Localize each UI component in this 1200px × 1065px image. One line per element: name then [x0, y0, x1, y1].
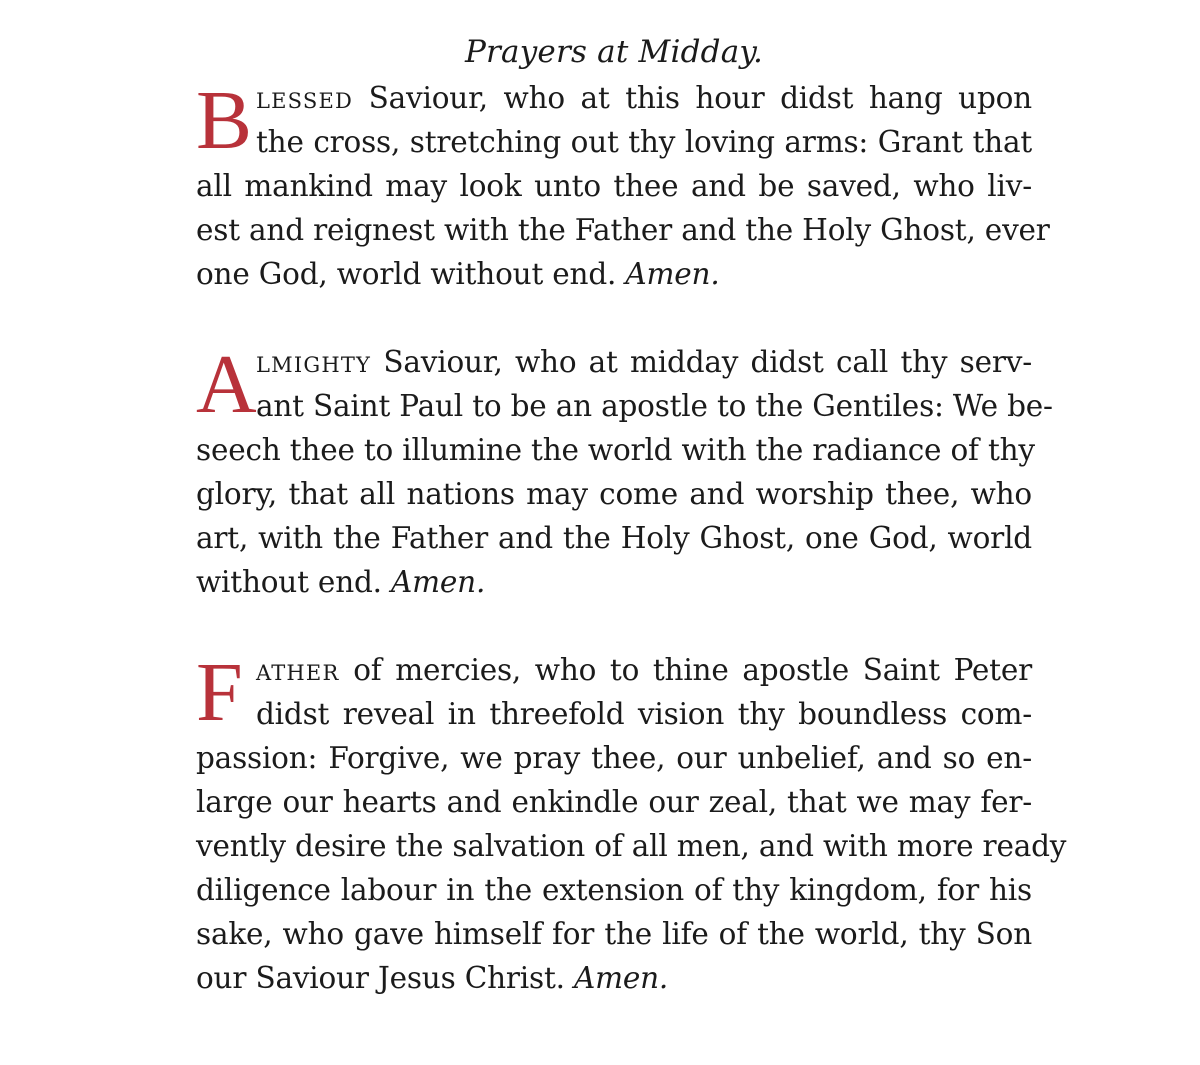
page: [196, 30, 1067, 1044]
drop-cap: F: [196, 646, 243, 739]
prayer-blessed-saviour: [196, 74, 1050, 296]
prayer-line: ant Saint Paul to be an apostle to the Gentiles: We be-: [256, 389, 1053, 423]
prayer-line: [196, 560, 1032, 604]
prayer-line: art, with the Father and the Holy Ghost, one God, world: [196, 521, 1032, 555]
lead-word: lessed: [256, 81, 354, 115]
prayer-line: all mankind may look unto thee and be saved, who liv-: [196, 169, 1032, 203]
prayer-line: passion: Forgive, we pray thee, our unbelief, and so en-: [196, 741, 1032, 775]
prayer-line: glory, that all nations may come and worship thee, who: [196, 477, 1032, 511]
prayer-line: [196, 76, 1032, 120]
line-text: one God, world without end.: [196, 257, 626, 291]
prayer-line: [196, 956, 1032, 1000]
prayer-line: seech thee to illumine the world with the radiance of thy: [196, 433, 1035, 467]
lead-word: lmighty: [256, 345, 372, 379]
page-title: Prayers at Midday.: [464, 34, 764, 70]
prayer-line: diligence labour in the extension of thy kingdom, for his: [196, 873, 1032, 907]
prayer-line: vently desire the salvation of all men, and with more ready: [196, 829, 1067, 863]
drop-cap: B: [196, 74, 252, 167]
prayer-line: [196, 340, 1032, 384]
line-text: our Saviour Jesus Christ.: [196, 961, 574, 995]
prayer-line: [196, 252, 1032, 296]
prayer-line: [196, 648, 1032, 692]
prayer-line: didst reveal in threefold vision thy boundless com-: [256, 697, 1032, 731]
prayer-line: large our hearts and enkindle our zeal, that we may fer-: [196, 785, 1032, 819]
line-text: of mercies, who to thine apostle Saint Peter: [339, 653, 1032, 687]
amen: Amen.: [391, 565, 486, 599]
prayer-line: sake, who gave himself for the life of the world, thy Son: [196, 917, 1032, 951]
prayer-father-of-mercies: [196, 646, 1067, 1000]
prayer-almighty-saviour: [196, 338, 1053, 604]
amen: Amen.: [625, 257, 720, 291]
amen: Amen.: [573, 961, 669, 995]
line-text: without end.: [196, 565, 392, 599]
lead-word: ather: [256, 653, 340, 687]
line-text: Saviour, who at this hour didst hang upon: [353, 81, 1032, 115]
prayer-line: est and reignest with the Father and the Holy Ghost, ever: [196, 213, 1050, 247]
prayer-line: the cross, stretching out thy loving arms: Grant that: [256, 125, 1032, 159]
drop-cap: A: [196, 338, 257, 431]
line-text: Saviour, who at midday didst call thy serv-: [371, 345, 1032, 379]
